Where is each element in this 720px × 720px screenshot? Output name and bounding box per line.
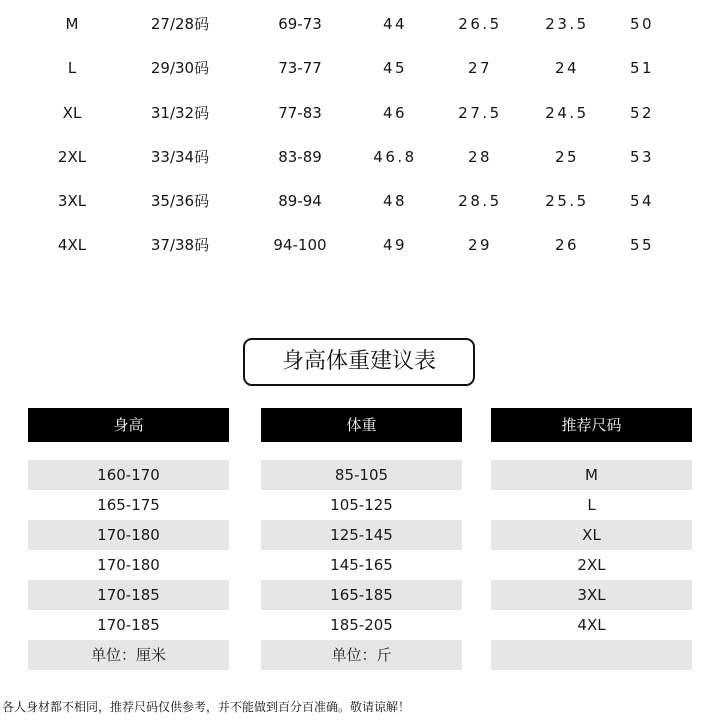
thigh-cell: 25.5 [545, 192, 589, 210]
pants-size-cell: 31/32码 [150, 104, 210, 122]
height-value: 160-170 [28, 460, 229, 490]
weight-column-header: 体重 [261, 408, 462, 442]
thigh-cell: 23.5 [545, 15, 589, 33]
weight-value: 165-185 [261, 580, 462, 610]
weight-value: 85-105 [261, 460, 462, 490]
size-cell: 2XL [57, 148, 87, 166]
size-cell: L [67, 59, 77, 77]
leg-opening-cell: 52 [629, 104, 655, 122]
recommended-size-value: M [491, 460, 692, 490]
waist-cell: 89-94 [278, 192, 322, 210]
height-column [28, 408, 229, 670]
length-cell: 46.8 [373, 148, 417, 166]
size-row [0, 46, 720, 90]
height-value: 170-185 [97, 616, 160, 634]
weight-value: 105-125 [330, 496, 393, 514]
size-row [0, 2, 720, 46]
disclaimer-note: 各人身材都不相同，推荐尺码仅供参考，并不能做到百分百准确。敬请谅解！ [2, 700, 411, 714]
length-cell: 45 [382, 59, 408, 77]
recommended-size-column [491, 408, 692, 670]
height-weight-title: 身高体重建议表 [243, 338, 475, 386]
size-cell: 3XL [57, 192, 87, 210]
leg-opening-cell: 53 [629, 148, 655, 166]
height-value: 170-185 [28, 580, 229, 610]
thigh-cell: 24 [554, 59, 580, 77]
length-cell: 46 [382, 104, 408, 122]
pants-size-cell: 27/28码 [150, 15, 210, 33]
recommended-size-column-header: 推荐尺码 [491, 408, 692, 442]
hip-cell: 28.5 [458, 192, 502, 210]
recommended-size-value [491, 640, 692, 670]
size-row [0, 179, 720, 223]
thigh-cell: 24.5 [545, 104, 589, 122]
leg-opening-cell: 54 [629, 192, 655, 210]
height-column-header: 身高 [28, 408, 229, 442]
weight-value: 145-165 [330, 556, 393, 574]
recommended-size-value: 4XL [577, 616, 606, 634]
waist-cell: 83-89 [278, 148, 322, 166]
hip-cell: 26.5 [458, 15, 502, 33]
weight-value: 单位：斤 [261, 640, 462, 670]
recommended-size-value: L [587, 496, 596, 514]
leg-opening-cell: 50 [629, 15, 655, 33]
height-value: 单位：厘米 [28, 640, 229, 670]
waist-cell: 73-77 [278, 59, 322, 77]
waist-cell: 77-83 [278, 104, 322, 122]
size-row [0, 135, 720, 179]
size-row [0, 91, 720, 135]
height-value: 165-175 [97, 496, 160, 514]
waist-cell: 69-73 [278, 15, 322, 33]
pants-size-cell: 35/36码 [150, 192, 210, 210]
hip-cell: 27.5 [458, 104, 502, 122]
height-value: 170-180 [97, 556, 160, 574]
pants-size-cell: 29/30码 [150, 59, 210, 77]
pants-size-cell: 33/34码 [150, 148, 210, 166]
thigh-cell: 25 [554, 148, 580, 166]
size-cell: 4XL [57, 236, 87, 254]
waist-cell: 94-100 [273, 236, 327, 254]
leg-opening-cell: 51 [629, 59, 655, 77]
hip-cell: 28 [467, 148, 493, 166]
size-cell: XL [62, 104, 82, 122]
thigh-cell: 26 [554, 236, 580, 254]
pants-size-cell: 37/38码 [150, 236, 210, 254]
length-cell: 48 [382, 192, 408, 210]
size-chart-table [0, 0, 720, 265]
weight-column [261, 408, 462, 670]
hip-cell: 27 [467, 59, 493, 77]
length-cell: 49 [382, 236, 408, 254]
length-cell: 44 [382, 15, 408, 33]
size-cell: M [65, 15, 79, 33]
hip-cell: 29 [467, 236, 493, 254]
recommended-size-value: 3XL [491, 580, 692, 610]
weight-value: 125-145 [261, 520, 462, 550]
recommended-size-value: XL [491, 520, 692, 550]
weight-value: 185-205 [330, 616, 393, 634]
height-value: 170-180 [28, 520, 229, 550]
recommended-size-value: 2XL [577, 556, 606, 574]
size-row [0, 223, 720, 267]
leg-opening-cell: 55 [629, 236, 655, 254]
